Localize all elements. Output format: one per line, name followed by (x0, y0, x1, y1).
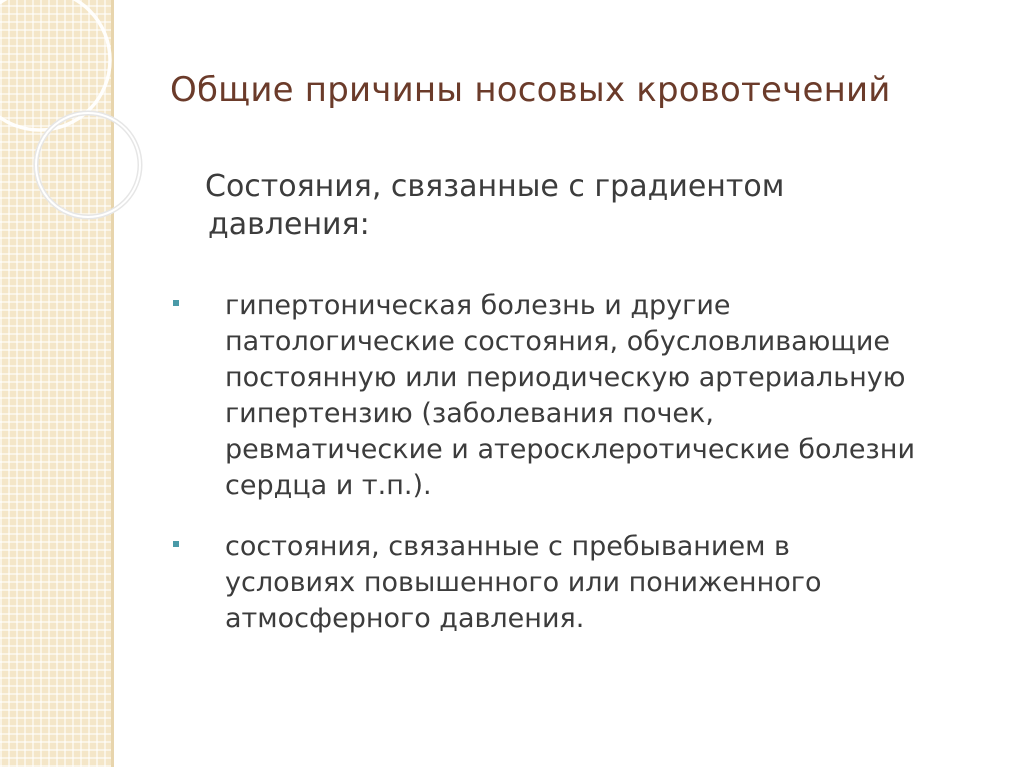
decorative-ring-large (0, 0, 110, 130)
bullet-line: патологические состояния, обусловливающие (225, 326, 890, 357)
bullet-square-icon (173, 541, 179, 547)
slide-title: Общие причины носовых кровотечений (170, 70, 891, 110)
bullet-line: гипертензию (заболевания почек, (225, 398, 714, 429)
bullet-line: состояния, связанные с пребыванием в (225, 531, 790, 562)
bullet-line: атмосферного давления. (225, 603, 585, 634)
bullet-item (170, 529, 1000, 637)
decorative-ring-small-inner (36, 113, 140, 217)
bullet-line: сердца и т.п.). (225, 470, 432, 501)
bullet-item (170, 288, 1000, 504)
bullet-line: условиях повышенного или пониженного (225, 567, 822, 598)
bullet-line: гипертоническая болезнь и другие (225, 290, 731, 321)
subtitle-line-1: Состояния, связанные с градиентом (205, 169, 785, 204)
bullet-list (170, 288, 1000, 662)
decorative-rings (0, 0, 130, 240)
bullet-line: постоянную или периодическую артериальную (225, 362, 906, 393)
slide-subtitle (205, 168, 905, 244)
bullet-line: ревматические и атеросклеротические болезни (225, 434, 915, 465)
subtitle-line-2: давления: (208, 207, 370, 242)
bullet-square-icon (173, 300, 179, 306)
